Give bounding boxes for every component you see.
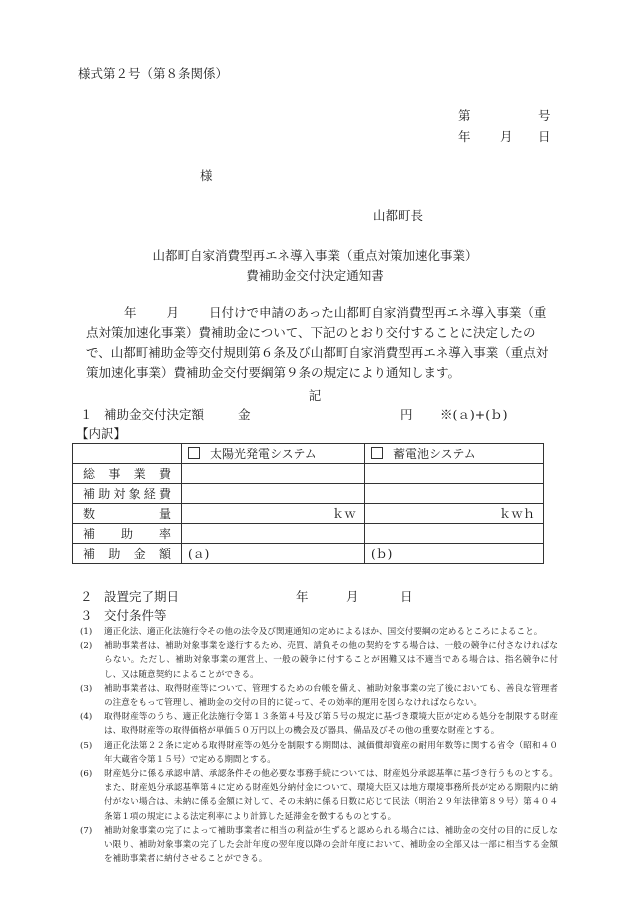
table-row <box>73 504 544 524</box>
list-item: (3) 補助事業者は、取得財産等について、管理するための台帳を備え、補助対象事業の完了後においても、善良な管理者の注意をもって管理し、補助金の交付の目的に従って、その効率的運用を図らなければならない。 <box>80 683 558 709</box>
section1-yen: 円 <box>400 407 413 422</box>
cell-solar-total-cost[interactable] <box>182 464 365 484</box>
section2-year: 年 <box>296 589 309 604</box>
list-item: (4) 取得財産等のうち、適正化法施行令第１３条第４号及び第５号の規定に基づき環境大臣が定める処分を制限する財産は、取得財産等の取得価格が単価５０万円以上の機会及び器具、備品及びその他の重要な財産とする。 <box>80 712 558 737</box>
sender: 山都町長 <box>373 208 424 223</box>
section2-number: ２ <box>80 589 93 604</box>
col-header-battery: 蓄電池システム <box>365 444 544 464</box>
cell-battery-subsidy-amount[interactable]: (ｂ) <box>365 544 544 564</box>
cell-battery-eligible-cost[interactable] <box>365 484 544 504</box>
ki-marker: 記 <box>308 388 322 403</box>
cell-solar-subsidy-rate[interactable] <box>182 524 365 544</box>
list-item: (6) 財産処分に係る承認申請、承認条件その他必要な事務手続については、財産処分承認基準に基づき行うものとする。また、財産処分承認基準第４に定める財産処分納付金について、環境大臣又は地方環境事務所長が定める期限内に納付がない場合は、未納に係る金額に対して、その未納に係る日数に応じて民法（明治２９年法律第８９号）第４０４条第１項の規定による法定利率により計算した延滞金を徴するものとする。 <box>80 769 558 822</box>
title-line-2: 費補助金交付決定通知書 <box>246 268 384 283</box>
section2-day: 日 <box>400 589 413 604</box>
solar-checkbox[interactable] <box>188 447 200 459</box>
body-text: 日付けで申請のあった山都町自家消費型再エネ導入事業（重点対策加速化事業）費補助金について、下記のとおり交付することに決定したので、山都町補助金等交付規則第６条及び山都町自家消費型再エネ導入事業（重点対策加速化事業）費補助金交付要綱第９条の規定により通知します。 <box>86 305 549 380</box>
title-line-1: 山都町自家消費型再エネ導入事業（重点対策加速化事業） <box>152 248 478 263</box>
table-header-row <box>73 444 544 464</box>
body-date-year: 年 <box>124 305 137 320</box>
section2-month: 月 <box>346 589 359 604</box>
list-item: (1) 適正化法、適正化法施行令その他の法令及び関連通知の定めによるほか、国交付要綱の定めるところによること。 <box>80 627 543 637</box>
col-header-solar: 太陽光発電システム <box>182 444 365 464</box>
cell-solar-quantity[interactable]: ｋｗ <box>182 504 365 524</box>
table-row <box>73 464 544 484</box>
section1-note: ※(ａ)+(ｂ) <box>440 407 508 422</box>
breakdown-table <box>72 443 544 564</box>
row-label-eligible-cost: 補助対象経費 <box>73 484 182 504</box>
cell-solar-subsidy-amount[interactable]: (ａ) <box>182 544 365 564</box>
date-day: 日 <box>538 129 551 144</box>
row-label-subsidy-amount: 補助金額 <box>73 544 182 564</box>
section3-number: ３ <box>80 608 93 623</box>
cell-solar-eligible-cost[interactable] <box>182 484 365 504</box>
row-label-total-cost: 総事業費 <box>73 464 182 484</box>
body-paragraph <box>86 303 556 383</box>
battery-checkbox[interactable] <box>371 447 383 459</box>
section3-label: 交付条件等 <box>104 608 167 623</box>
section2-label: 設置完了期日 <box>104 589 180 604</box>
doc-number-prefix: 第 <box>458 108 471 123</box>
section1-label: 補助金交付決定額 <box>104 407 205 422</box>
conditions-list <box>80 625 558 866</box>
date-month: 月 <box>500 129 513 144</box>
date-year: 年 <box>458 129 471 144</box>
section1-number: １ <box>80 407 93 422</box>
list-item: (2) 補助事業者は、補助対象事業を遂行するため、売買、請負その他の契約をする場合は、一般の競争に付さなければならない。ただし、補助対象事業の運営上、一般の競争に付することが困難又は不適当である場合は、指名競争に付し、又は随意契約によることができる。 <box>80 641 558 680</box>
cell-battery-total-cost[interactable] <box>365 464 544 484</box>
section1-kin: 金 <box>238 407 251 422</box>
cell-battery-quantity[interactable]: ｋｗｈ <box>365 504 544 524</box>
recipient-suffix: 様 <box>200 168 213 183</box>
cell-battery-subsidy-rate[interactable] <box>365 524 544 544</box>
doc-number-suffix: 号 <box>538 108 551 123</box>
row-label-quantity: 数量 <box>73 504 182 524</box>
body-date-month: 月 <box>166 305 180 320</box>
list-item: (5) 適正化法第２２条に定める取得財産等の処分を制限する期間は、減価償却資産の耐用年数等に関する省令（昭和４０年大蔵省令第１５号）で定める期間とする。 <box>80 740 558 765</box>
form-number: 様式第２号（第８条関係） <box>78 66 229 81</box>
table-row <box>73 484 544 504</box>
table-corner-cell <box>73 444 182 464</box>
row-label-subsidy-rate: 補助率 <box>73 524 182 544</box>
table-row <box>73 524 544 544</box>
list-item: (7) 補助対象事業の完了によって補助事業者に相当の利益が生ずると認められる場合には、補助金の交付の目的に反しない限り、補助対象事業の完了した会計年度の翌年度以降の会計年度において、補助金の全部又は一部に相当する金額を補助事業者に納付させることができる。 <box>80 825 558 865</box>
breakdown-heading: 【内訳】 <box>76 426 127 441</box>
table-row <box>73 544 544 564</box>
